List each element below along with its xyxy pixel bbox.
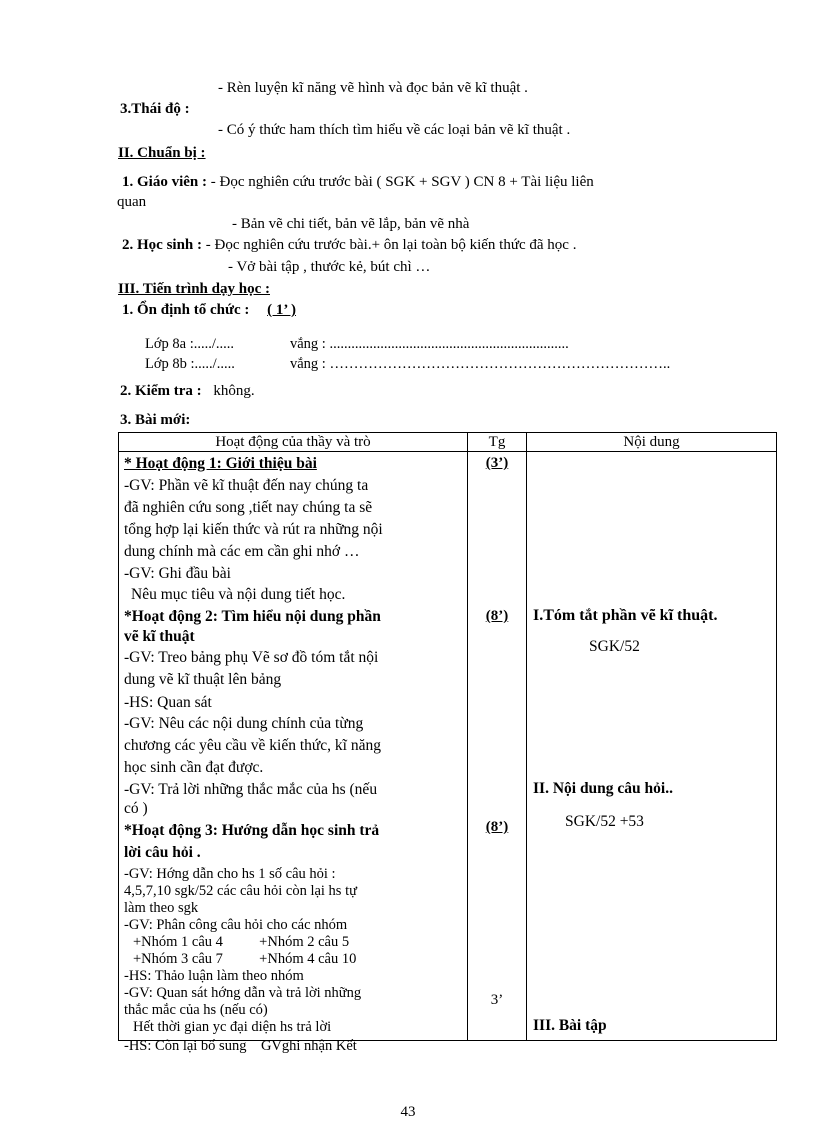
student-item-2: - Vở bài tập , thước kẻ, bút chì … <box>228 259 431 275</box>
attitude-title: 3.Thái độ : <box>120 101 190 117</box>
org-line <box>122 302 296 319</box>
class-8a: Lớp 8a :...../..... <box>145 336 235 352</box>
process-title: III. Tiến trình dạy học : <box>118 281 270 297</box>
activity-3-line: -GV: Phân công câu hỏi cho các nhóm <box>124 917 348 933</box>
activity-3-line: làm theo sgk <box>124 900 199 916</box>
activity-2-line: -HS: Quan sát <box>124 694 212 711</box>
activity-3-line: +Nhóm 1 câu 4 +Nhóm 2 câu 5 <box>133 934 350 950</box>
table-body-row <box>119 452 777 1041</box>
activity-1-line: tổng hợp lại kiến thức và rút ra những nội <box>124 521 383 538</box>
teacher-item-1: - Đọc nghiên cứu trước bài ( SGK + SGV ) CN 8 + Tài liệu liên <box>210 174 594 190</box>
time-cell <box>468 452 527 1041</box>
activity-1-line: Nêu mục tiêu và nội dung tiết học. <box>131 586 346 603</box>
activity-3-line: -GV: Hớng dẫn cho hs 1 số câu hỏi : <box>124 866 336 882</box>
activity-2-title: *Hoạt động 2: Tìm hiểu nội dung phần <box>124 608 381 625</box>
table-header-row <box>119 433 777 452</box>
activity-2-line: -GV: Nêu các nội dung chính của từng <box>124 715 364 732</box>
class-8b: Lớp 8b :...../..... <box>145 356 235 372</box>
new-lesson-title: 3. Bài mới: <box>120 412 191 428</box>
attitude-line: - Có ý thức ham thích tìm hiểu về các loại bản vẽ kĩ thuật . <box>218 122 571 138</box>
activity-3-title: *Hoạt động 3: Hướng dẫn học sinh trả <box>124 822 380 839</box>
time-activity-2: (8’) <box>485 608 509 624</box>
activity-3-line: -HS: Còn lại bổ sung GVghi nhận Kết <box>124 1038 357 1054</box>
header-content: Nội dung <box>527 433 777 452</box>
org-time: ( 1’ ) <box>267 302 296 318</box>
content-section-1: I.Tóm tắt phần vẽ kĩ thuật. <box>533 607 718 624</box>
absent-8b: vắng : …………………………………………………………….. <box>290 356 671 372</box>
prep-title: II. Chuẩn bị : <box>118 145 206 161</box>
activity-2-line: có ) <box>124 800 148 817</box>
activity-3-line: 4,5,7,10 sgk/52 các câu hỏi còn lại hs tự <box>124 883 357 899</box>
content-section-2-ref: SGK/52 +53 <box>565 813 644 830</box>
teacher-line <box>122 174 594 191</box>
content-section-2: II. Nội dung câu hỏi.. <box>533 780 673 797</box>
header-time: Tg <box>468 433 527 452</box>
activity-1-line: -GV: Phần vẽ kĩ thuật đến nay chúng ta <box>124 477 369 494</box>
time-activity-3: (8’) <box>485 819 509 835</box>
activity-3-line: Hết thời gian yc đại diện hs trả lời <box>133 1019 332 1035</box>
activity-cell <box>119 452 468 1054</box>
student-item-1: - Đọc nghiên cứu trước bài.+ ôn lại toàn bộ kiến thức đã học . <box>205 237 577 253</box>
absent-8a: vắng : .................................................................. <box>290 336 569 352</box>
time-activity-4: 3’ <box>490 992 504 1008</box>
page-number: 43 <box>400 1104 416 1120</box>
student-line <box>122 237 576 254</box>
content-section-3: III. Bài tập <box>533 1017 607 1034</box>
check-value: không. <box>213 383 255 399</box>
activity-2-line: dung vẽ kĩ thuật lên bảng <box>124 671 282 688</box>
check-line <box>120 383 255 400</box>
content-section-1-ref: SGK/52 <box>589 638 640 655</box>
time-activity-1: (3’) <box>485 455 509 471</box>
activity-3-line: thắc mắc của hs (nếu có) <box>124 1002 268 1018</box>
teacher-item-2: - Bản vẽ chi tiết, bản vẽ lắp, bản vẽ nhà <box>232 216 470 232</box>
org-label: 1. Ổn định tổ chức : <box>122 302 250 318</box>
activity-3-line: -GV: Quan sát hớng dẫn và trả lời những <box>124 985 362 1001</box>
activity-3-line: -HS: Thảo luận làm theo nhóm <box>124 968 304 984</box>
content-cell <box>527 452 777 1041</box>
activity-1-line: -GV: Ghi đầu bài <box>124 565 231 582</box>
skill-line: - Rèn luyện kĩ năng vẽ hình và đọc bản vẽ kĩ thuật . <box>218 80 528 96</box>
activity-3-title: lời câu hỏi . <box>124 844 201 861</box>
activity-1-line: đã nghiên cứu song ,tiết nay chúng ta sẽ <box>124 499 373 516</box>
activity-2-line: -GV: Treo bảng phụ Vẽ sơ đồ tóm tắt nội <box>124 649 379 666</box>
activity-1-line: dung chính mà các em cần ghi nhớ … <box>124 543 360 560</box>
activity-2-line: chương các yêu cầu về kiến thức, kĩ năng <box>124 737 381 754</box>
student-label: 2. Học sinh : <box>122 237 203 253</box>
header-activity: Hoạt động của thầy và trò <box>119 433 468 452</box>
lesson-table <box>118 432 777 1054</box>
teacher-label: 1. Giáo viên : <box>122 174 207 190</box>
activity-3-line: +Nhóm 3 câu 7 +Nhóm 4 câu 10 <box>133 951 357 967</box>
activity-1-title: * Hoạt động 1: Giới thiệu bài <box>124 455 317 472</box>
activity-2-title: vẽ kĩ thuật <box>124 628 195 645</box>
teacher-item-1-cont: quan <box>117 194 147 210</box>
check-label: 2. Kiểm tra : <box>120 383 202 399</box>
activity-2-line: học sinh cần đạt được. <box>124 759 264 776</box>
activity-2-line: -GV: Trả lời những thắc mắc của hs (nếu <box>124 781 378 798</box>
